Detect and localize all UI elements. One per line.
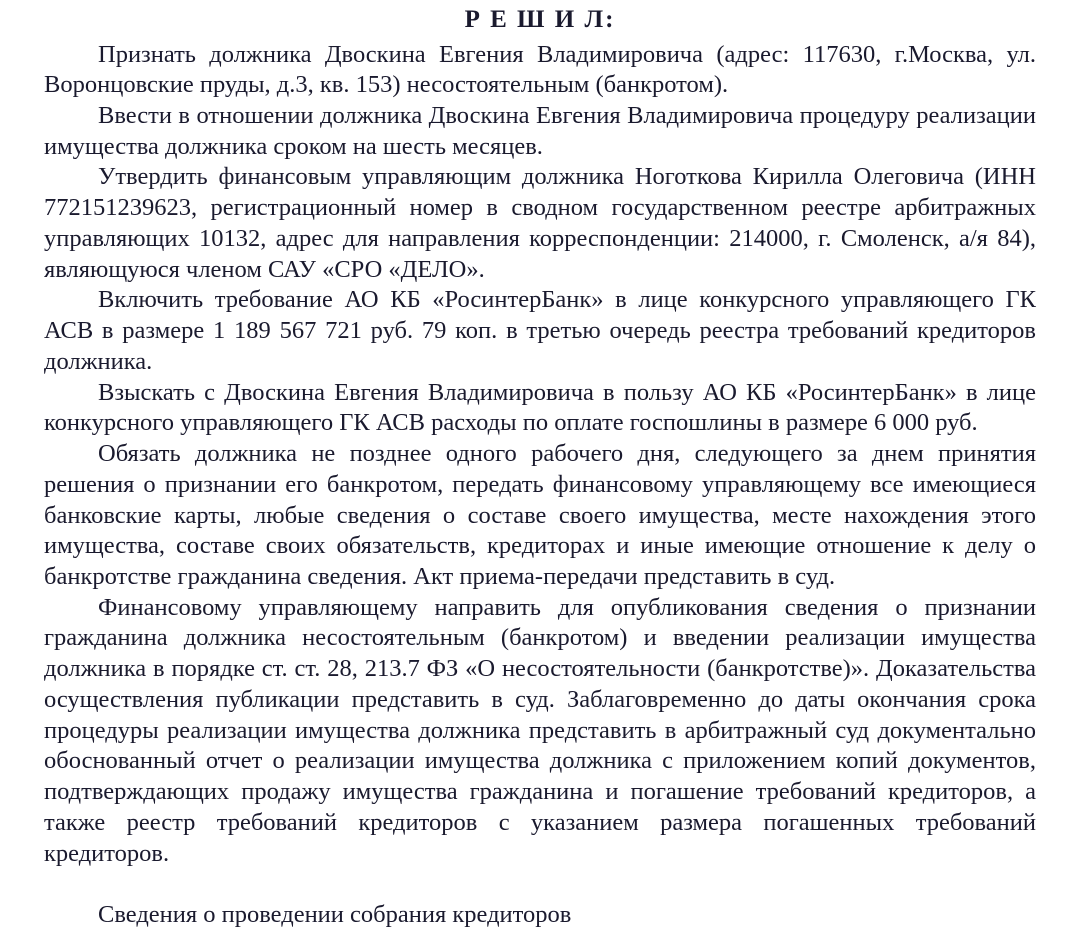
paragraph-manager-publication-duties: Финансовому управляющему направить для опубликования сведения о признании гражданина должника несостоятельным (банкротом) и введении реализации имущества должника в порядке ст. ст. 28, 213.7 ФЗ «О несостоятельности (банкротстве)». Доказательства осуществления публикации представить в суд. Заблаговременно до даты окончания срока процедуры реализации имущества должника представить в арбитражный суд документально обоснованный отчет о реализации имущества должника с приложением копий документов, подтверждающих продажу имущества гражданина и погашение требований кредиторов, а также реестр требований кредиторов с указанием размера погашенных требований кредиторов. bbox=[44, 593, 1036, 867]
page-title: Р Е Ш И Л: bbox=[464, 6, 616, 33]
paragraph-obligate-debtor-transfer: Обязать должника не позднее одного рабочего дня, следующего за днем принятия решения о признании его банкротом, передать финансовому управляющему все имеющиеся банковские карты, любые сведения о составе своего имущества, месте нахождения этого имущества, составе своих обязательств, кредиторах и иные имеющие отношение к делу о банкротстве гражданина сведения. Акт приема-передачи представить в суд. bbox=[44, 440, 1036, 590]
page-top-edge bbox=[44, 0, 1036, 4]
paragraph-introduce-property-sale: Ввести в отношении должника Двоскина Евгения Владимировича процедуру реализации имущества должника сроком на шесть месяцев. bbox=[44, 101, 1036, 160]
paragraph-recover-state-duty: Взыскать с Двоскина Евгения Владимировича в пользу АО КБ «РосинтерБанк» в лице конкурсного управляющего ГК АСВ расходы по оплате госпошлины в размере 6 000 руб. bbox=[44, 378, 1036, 437]
paragraph-cut-off: Сведения о проведении собрания кредиторов bbox=[98, 901, 572, 928]
paragraph-include-creditor-claim: Включить требование АО КБ «РосинтерБанк» в лице конкурсного управляющего ГК АСВ в размере 1 189 567 721 руб. 79 коп. в третью очередь реестра требований кредиторов должника. bbox=[44, 286, 1036, 375]
paragraph-approve-financial-manager: Утвердить финансовым управляющим должника Ноготкова Кирилла Олеговича (ИНН 772151239623, регистрационный номер в сводном государственном реестре арбитражных управляющих 10132, адрес для направления корреспонденции: 214000, г. Смоленск, а/я 84), являющуюся членом САУ «СРО «ДЕЛО». bbox=[44, 163, 1036, 283]
paragraph-recognize-debtor-bankrupt: Признать должника Двоскина Евгения Владимировича (адрес: 117630, г.Москва, ул. Воронцовские пруды, д.3, кв. 153) несостоятельным (банкротом). bbox=[44, 40, 1036, 99]
